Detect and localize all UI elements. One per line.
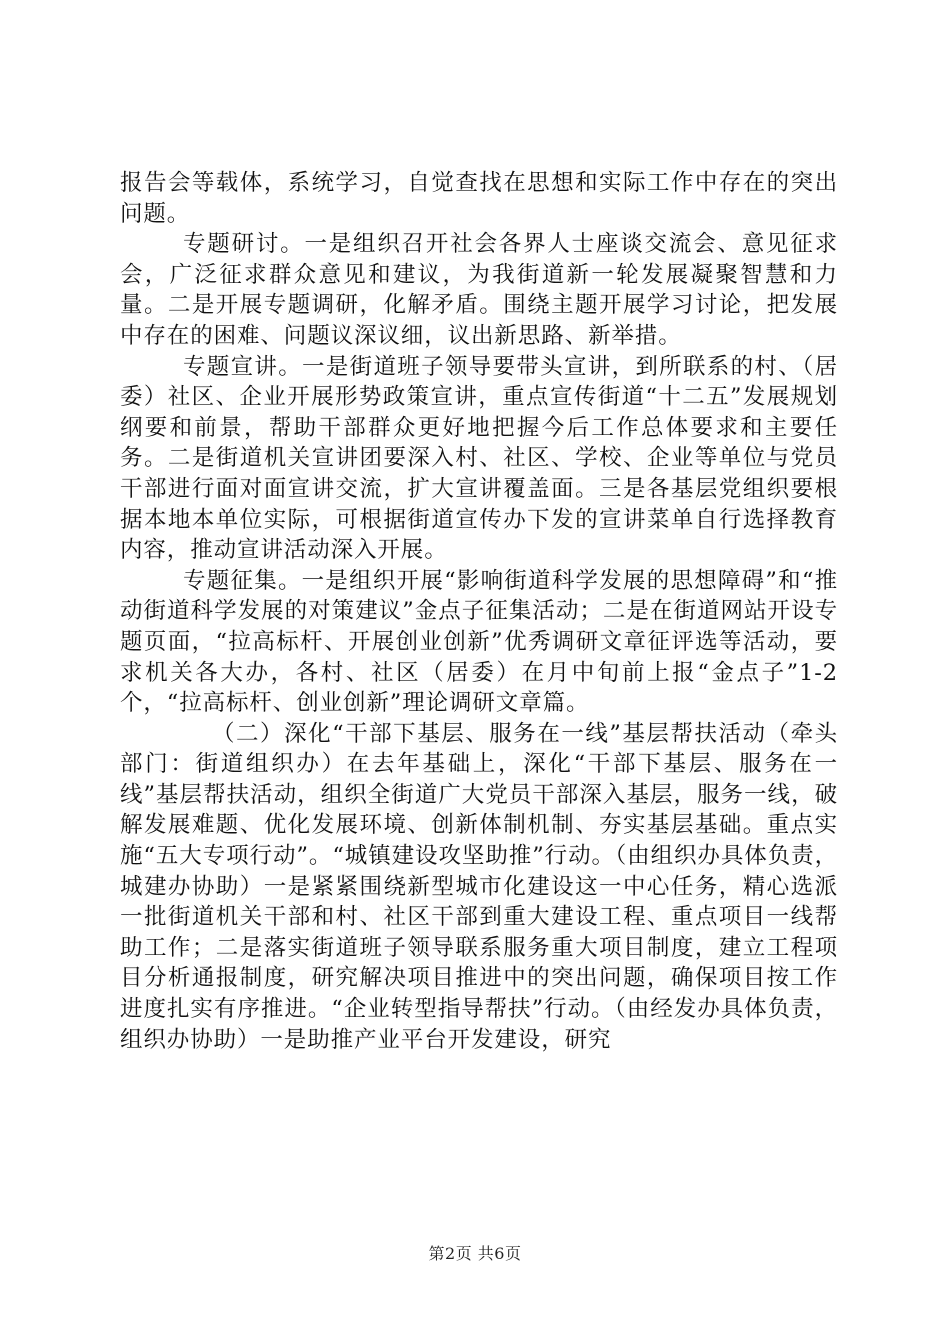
document-body	[120, 168, 838, 1055]
page-number-label: 第2页 共6页	[428, 1244, 522, 1263]
paragraph-continuation: 报告会等载体，系统学习，自觉查找在思想和实际工作中存在的突出问题。	[120, 170, 838, 227]
paragraph-topic-discussion: 专题研讨。一是组织召开社会各界人士座谈交流会、意见征求会，广泛征求群众意见和建议，为我街道新一轮发展凝聚智慧和力量。二是开展专题调研，化解矛盾。围绕主题开展学习讨论，把发展中存在的困难、问题议深议细，议出新思路、新举措。	[120, 231, 838, 349]
paragraph-topic-collection: 专题征集。一是组织开展“影响街道科学发展的思想障碍”和“推动街道科学发展的对策建议”金点子征集活动；二是在街道网站开设专题页面，“拉高标杆、开展创业创新”优秀调研文章征评选等活动，要求机关各大办，各村、社区（居委）在月中旬前上报“金点子”1-2个，“拉高标杆、创业创新”理论调研文章篇。	[120, 567, 838, 717]
page-footer	[0, 1241, 950, 1264]
paragraph-section-two: （二）深化“干部下基层、服务在一线”基层帮扶活动（牵头部门：街道组织办）在去年基础上，深化“干部下基层、服务在一线”基层帮扶活动，组织全街道广大党员干部深入基层，服务一线，破解发展难题、优化发展环境、创新体制机制、夯实基层基础。重点实施“五大专项行动”。“城镇建设攻坚助推”行动。（由组织办具体负责，城建办协助）一是紧紧围绕新型城市化建设这一中心任务，精心选派一批街道机关干部和村、社区干部到重大建设工程、重点项目一线帮助工作；二是落实街道班子领导联系服务重大项目制度，建立工程项目分析通报制度，研究解决项目推进中的突出问题，确保项目按工作进度扎实有序推进。“企业转型指导帮扶”行动。（由经发办具体负责，组织办协助）一是助推产业平台开发建设，研究	[120, 720, 838, 1053]
paragraph-topic-lecture: 专题宣讲。一是街道班子领导要带头宣讲，到所联系的村、（居委）社区、企业开展形势政策宣讲，重点宣传街道“十二五”发展规划纲要和前景，帮助干部群众更好地把握今后工作总体要求和主要任务。二是街道机关宣讲团要深入村、社区、学校、企业等单位与党员干部进行面对面宣讲交流，扩大宣讲覆盖面。三是各基层党组织要根据本地本单位实际，可根据街道宣传办下发的宣讲菜单自行选择教育内容，推动宣讲活动深入开展。	[120, 353, 838, 564]
